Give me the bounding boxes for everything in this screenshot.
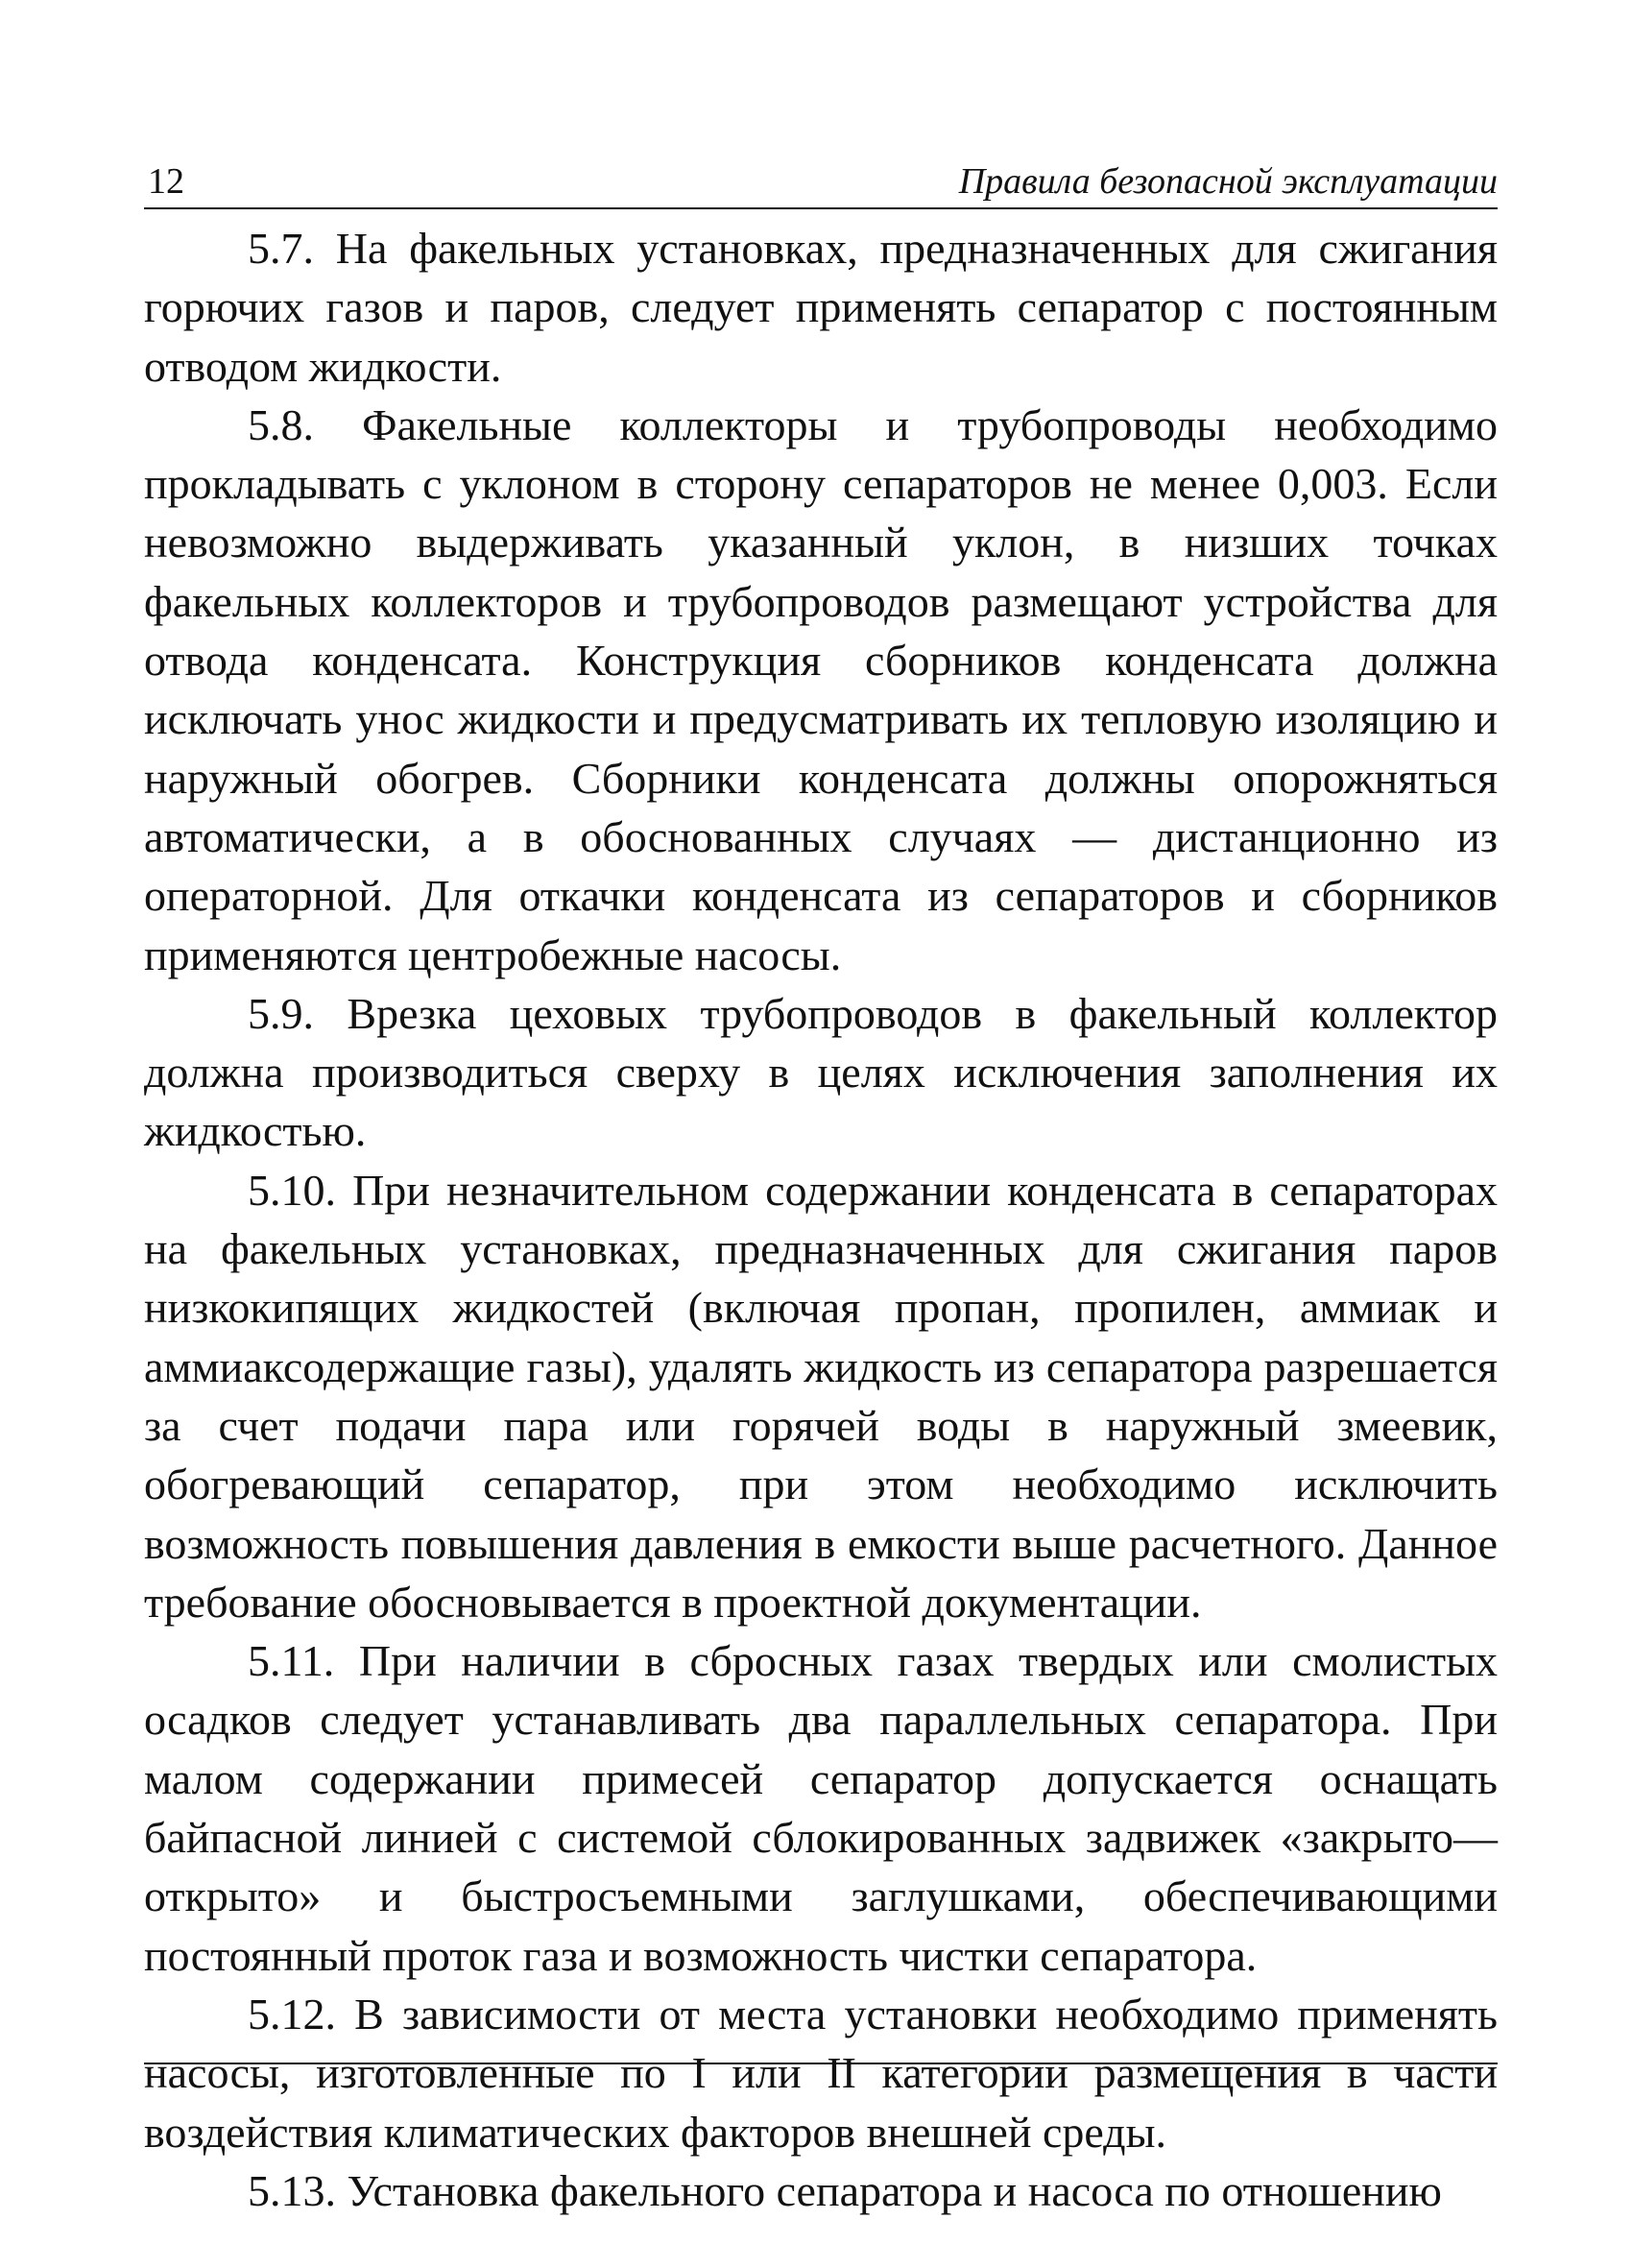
body-text bbox=[144, 219, 1498, 2220]
bottom-rule bbox=[144, 2063, 1498, 2064]
paragraph-5-7: 5.7. На факельных установках, предназначенных для сжигания горючих газов и паров, следует применять сепаратор с постоянным отводом жидкости. bbox=[144, 224, 1498, 391]
paragraph-5-13: 5.13. Установка факельного сепаратора и насоса по отношению bbox=[248, 2165, 1442, 2215]
paragraph-5-12: 5.12. В зависимости от места установки необходимо применять насосы, изготовленные по I или II категории размещения в части воздействия климатических факторов внешней среды. bbox=[144, 1989, 1498, 2157]
paragraph-5-8: 5.8. Факельные коллекторы и трубопроводы необходимо прокладывать с уклоном в сторону сепараторов не менее 0,003. Если невозможно выдерживать указанный уклон, в низших точках факельных коллекторов и трубопроводов размещают устройства для отвода конденсата. Конструкция сборников конденсата должна исключать унос жидкости и предусматривать их тепловую изоляцию и наружный обогрев. Сборники конденсата должны опорожняться автоматически, а в обоснованных случаях — дистанционно из операторной. Для откачки конденсата из сепараторов и сборников применяются центробежные насосы. bbox=[144, 399, 1498, 979]
book-page bbox=[144, 154, 1498, 2220]
paragraph-5-10: 5.10. При незначительном содержании конденсата в сепараторах на факельных установках, предназначенных для сжигания паров низкокипящих жидкостей (включая пропан, пропилен, аммиак и аммиаксодержащие газы), удалять жидкость из сепаратора разрешается за счет подачи пара или горячей воды в наружный змеевик, обогревающий сепаратор, при этом необходимо исключить возможность повышения давления в емкости выше расчетного. Данное требование обосновывается в проектной документации. bbox=[144, 1165, 1498, 1627]
paragraph-5-11: 5.11. При наличии в сбросных газах твердых или смолистых осадков следует устанавливать два параллельных сепаратора. При малом содержании примесей сепаратор допускается оснащать байпасной линией с системой сблокированных задвижек «закрыто—открыто» и быстросъемными заглушками, обеспечивающими постоянный проток газа и возможность чистки сепаратора. bbox=[144, 1636, 1498, 1980]
running-title: Правила безопасной эксплуатации bbox=[958, 161, 1498, 202]
page-number: 12 bbox=[148, 161, 184, 202]
paragraph-5-9: 5.9. Врезка цеховых трубопроводов в факельный коллектор должна производиться сверху в целях исключения заполнения их жидкостью. bbox=[144, 988, 1498, 1156]
running-header bbox=[144, 154, 1498, 209]
